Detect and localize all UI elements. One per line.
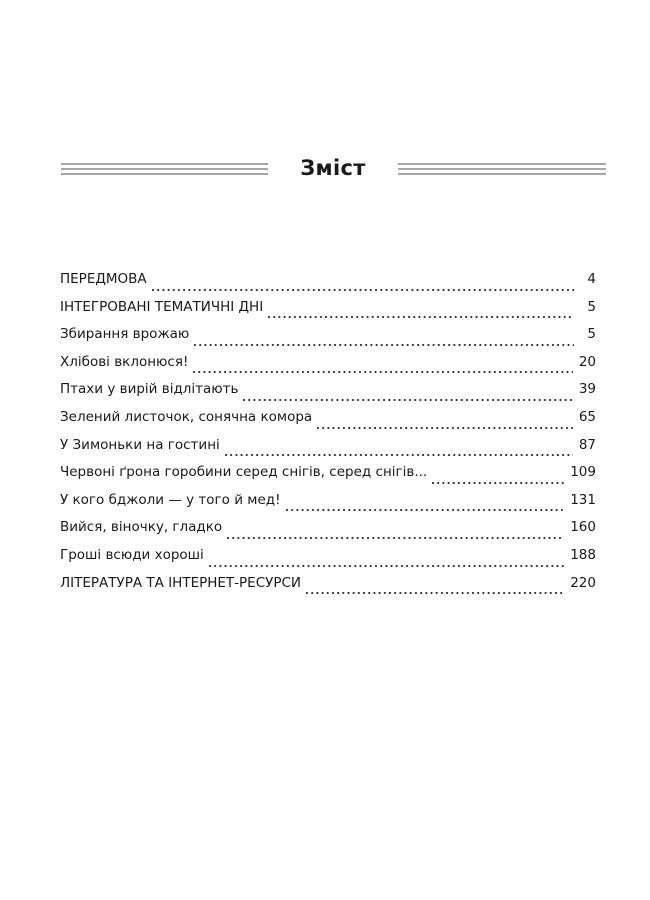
toc-entry-title: ПЕРЕДМОВА [60, 271, 147, 287]
toc-entry-page: 87 [578, 436, 596, 453]
dot-leader [286, 502, 565, 512]
dot-leader [227, 530, 564, 540]
dot-leader [225, 447, 573, 457]
toc-entry-page: 39 [578, 381, 596, 398]
toc-entry-title: Зелений листочок, сонячна комора [60, 408, 313, 425]
toc-entry[interactable] [60, 464, 596, 492]
toc-entry-title: ІНТЕГРОВАНІ ТЕМАТИЧНІ ДНІ [60, 298, 264, 315]
toc-entry-title: ЛІТЕРАТУРА ТА ІНТЕРНЕТ-РЕСУРСИ [60, 574, 302, 591]
dot-leader [209, 558, 564, 568]
decorative-rule-right [398, 163, 606, 179]
toc-entry-page: 109 [570, 464, 596, 481]
toc-entry-title: У кого бджоли — у того й мед! [60, 491, 281, 508]
toc-entry-page: 131 [570, 491, 596, 508]
toc-entry[interactable] [60, 409, 596, 437]
toc-entry[interactable] [60, 271, 596, 299]
toc-entry-title: Хлібові вклонюся! [60, 353, 189, 370]
toc-entry-page: 5 [587, 298, 596, 315]
toc-entry-page: 188 [570, 546, 596, 563]
toc-entry-page: 160 [570, 519, 596, 536]
toc-entry[interactable] [60, 299, 596, 327]
toc-entry-page: 5 [587, 326, 596, 343]
toc-entry[interactable] [60, 326, 596, 354]
toc-entry-title: Гроші всюди хороші [60, 546, 204, 563]
dot-leader [432, 475, 564, 485]
dot-leader [306, 585, 564, 595]
toc-entry-page: 220 [570, 574, 596, 591]
toc-entry-page: 20 [578, 353, 596, 370]
table-of-contents [60, 271, 596, 602]
toc-entry[interactable] [60, 381, 596, 409]
dot-leader [268, 309, 574, 319]
dot-leader [193, 364, 572, 374]
dot-leader [243, 392, 572, 402]
toc-entry[interactable] [60, 519, 596, 547]
toc-entry-page: 65 [578, 408, 596, 425]
toc-entry-title: У Зимоньки на гостині [60, 436, 220, 453]
toc-entry[interactable] [60, 575, 596, 603]
title-row [60, 152, 606, 192]
page-title: Зміст [300, 156, 366, 180]
toc-entry-title: Вийся, віночку, гладко [60, 519, 223, 536]
toc-entry-title: Збирання врожаю [60, 326, 190, 343]
toc-entry-page: 4 [587, 271, 596, 287]
toc-entry[interactable] [60, 354, 596, 382]
toc-entry[interactable] [60, 492, 596, 520]
dot-leader [194, 337, 574, 347]
dot-leader [152, 282, 574, 292]
toc-entry[interactable] [60, 437, 596, 465]
decorative-rule-left [61, 163, 268, 179]
dot-leader [317, 420, 573, 430]
toc-entry-title: Червоні ґрона горобини серед снігів, серед снігів... [60, 464, 428, 481]
toc-entry[interactable] [60, 547, 596, 575]
toc-entry-title: Птахи у вирій відлітають [60, 381, 239, 398]
